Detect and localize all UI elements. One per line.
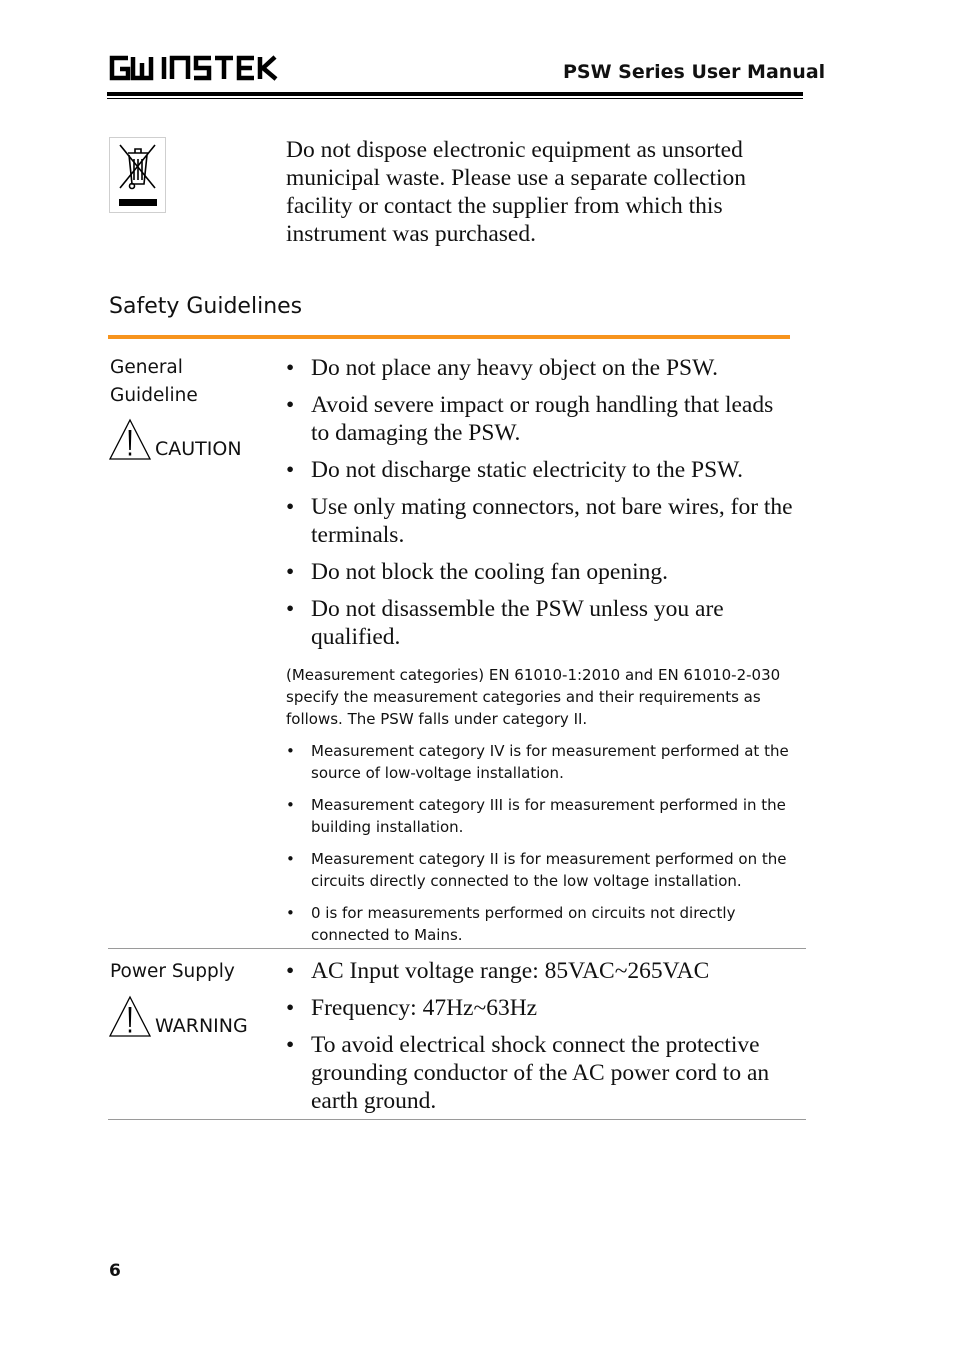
list-item: • Do not place any heavy object on the PSW. (286, 354, 796, 382)
warning-triangle-icon (109, 418, 151, 460)
general-guideline-list (286, 354, 796, 660)
manual-title: PSW Series User Manual (563, 61, 826, 83)
header-rule-thin (107, 98, 803, 99)
power-supply-label: Power Supply (110, 961, 235, 982)
list-item: • Do not discharge static electricity to the PSW. (286, 456, 796, 484)
list-item: • Frequency: 47Hz~63Hz (286, 994, 796, 1022)
power-supply-list (286, 957, 796, 1124)
list-item: • Avoid severe impact or rough handling that leads to damaging the PSW. (286, 391, 796, 447)
page-number: 6 (109, 1261, 121, 1281)
list-item: • AC Input voltage range: 85VAC~265VAC (286, 957, 796, 985)
measurement-category-list (286, 740, 796, 956)
row-divider (108, 1119, 806, 1120)
list-item: • Use only mating connectors, not bare wires, for the terminals. (286, 493, 796, 549)
list-item: • 0 is for measurements performed on circuits not directly connected to Mains. (286, 902, 796, 946)
list-item: • To avoid electrical shock connect the protective grounding conductor of the AC power cord to an earth ground. (286, 1031, 796, 1115)
section-rule (108, 335, 790, 339)
row-divider (108, 948, 806, 949)
header-rule (107, 92, 803, 96)
caution-badge (109, 418, 242, 460)
list-item: • Measurement category II is for measurement performed on the circuits directly connected to the low voltage installation. (286, 848, 796, 892)
gw-instek-logo (108, 55, 278, 81)
warning-label: WARNING (155, 1015, 248, 1037)
section-title: Safety Guidelines (109, 294, 303, 319)
list-item: • Do not block the cooling fan opening. (286, 558, 796, 586)
caution-label: CAUTION (155, 438, 242, 460)
general-guideline-label: General Guideline (110, 357, 198, 406)
list-item: • Measurement category IV is for measurement performed at the source of low-voltage installation. (286, 740, 796, 784)
crossed-out-wheelie-bin-icon (109, 137, 166, 213)
weee-disposal-notice: Do not dispose electronic equipment as unsorted municipal waste. Please use a separate collection facility or contact the supplier from which this instrument was purchased. (286, 137, 747, 247)
warning-badge (109, 995, 248, 1037)
list-item: • Do not disassemble the PSW unless you are qualified. (286, 595, 796, 651)
measurement-category-intro: (Measurement categories) EN 61010-1:2010 and EN 61010-2-030 specify the measurement categories and their requirements as follows. The PSW falls under category II. (286, 666, 781, 728)
list-item: • Measurement category III is for measurement performed in the building installation. (286, 794, 796, 838)
warning-triangle-icon (109, 995, 151, 1037)
